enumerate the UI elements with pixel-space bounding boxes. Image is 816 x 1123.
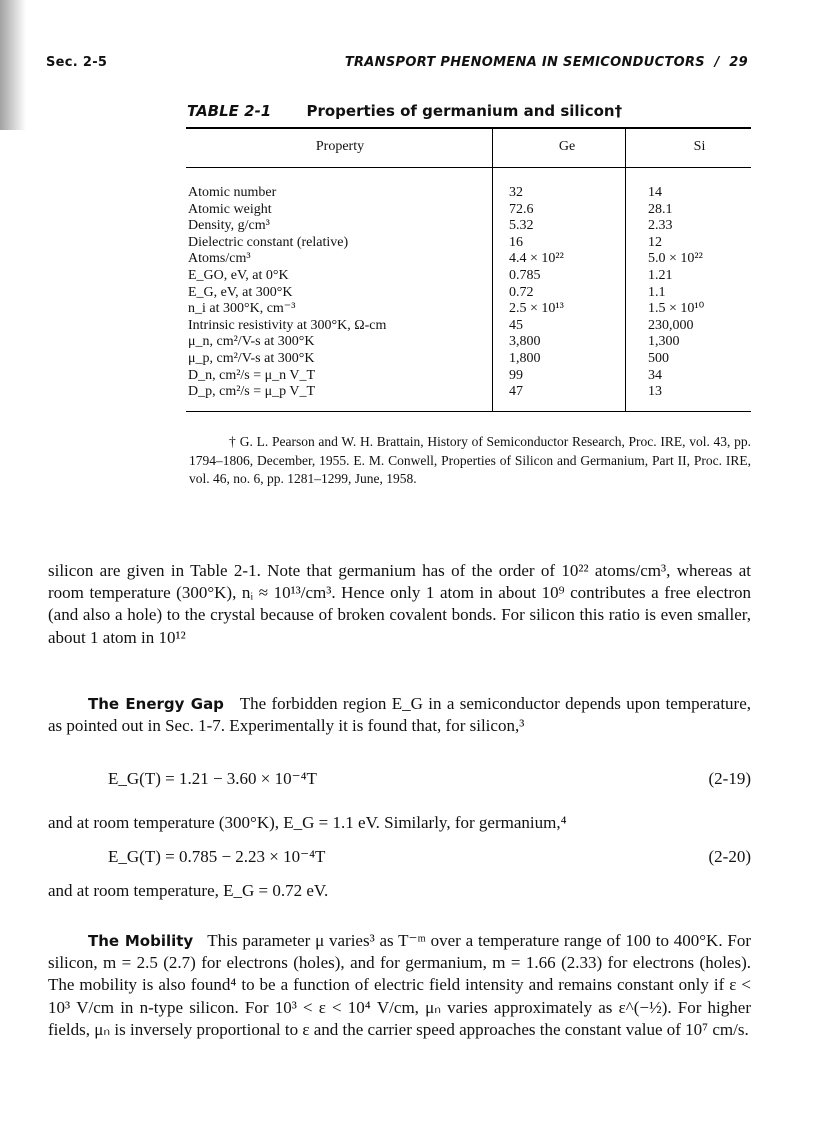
paragraph: and at room temperature, E_G = 0.72 eV. [48,881,329,900]
ge-value-cell: 5.32 [493,218,626,235]
property-cell: D_n, cm²/s = μ_n V_T [186,368,493,385]
ge-value-cell: 0.72 [493,285,626,302]
running-title-text: TRANSPORT PHENOMENA IN SEMICONDUCTORS [344,55,705,70]
table-row [186,268,751,285]
si-value-cell: 230,000 [648,317,694,333]
column-header: Property [186,128,493,168]
property-cell: Atomic weight [186,202,493,219]
ge-value-cell: 0.785 [493,268,626,285]
property-cell: Atomic number [186,168,493,202]
column-header: Ge [493,128,626,168]
section-label: Sec. 2-5 [46,55,108,70]
property-cell: E_GO, eV, at 0°K [186,268,493,285]
table-row [186,218,751,235]
equation-number: (2-20) [708,847,751,866]
paragraph: silicon are given in Table 2-1. Note that germanium has of the order of 10²² atoms/cm³, whereas at room temperature (300°K), nᵢ ≈ 10¹³/cm³. Hence only 1 atom in about 10⁹ contributes a free electron (and also a hole) to the crystal because of broken covalent bonds. For silicon this ratio is even smaller, about 1 atom in 10¹² [48,561,751,647]
ge-value-cell: 3,800 [493,334,626,351]
si-value-cell: 5.0 × 10²² [648,251,703,267]
table-header-row [186,128,751,168]
si-value-cell: 14 [648,185,662,200]
paragraph: and at room temperature (300°K), E_G = 1.1 eV. Similarly, for germanium,⁴ [48,813,567,832]
property-cell: μ_p, cm²/V-s at 300°K [186,351,493,368]
properties-table [186,127,751,412]
ge-value-cell: 2.5 × 10¹³ [493,301,626,318]
table-row [186,202,751,219]
table-row [186,384,751,411]
si-value-cell: 500 [648,350,669,366]
si-value-cell: 2.33 [648,218,673,234]
table-row [186,368,751,385]
paragraph-energy-gap [48,693,751,737]
si-value-cell: 12 [648,234,662,250]
paragraph-mobility [48,930,751,1041]
si-value-cell: 1.21 [648,267,673,283]
ge-value-cell: 47 [493,384,626,411]
column-header: Si [626,128,752,168]
property-cell: D_p, cm²/s = μ_p V_T [186,384,493,411]
table-number: TABLE 2-1 [187,102,272,120]
equation-number: (2-19) [708,769,751,788]
equation-expression: E_G(T) = 0.785 − 2.23 × 10⁻⁴T [108,847,326,866]
header-separator: / [714,55,720,70]
table-row [186,168,751,202]
table-row [186,251,751,268]
table-row [186,235,751,252]
si-value-cell: 13 [626,384,752,411]
property-cell: Atoms/cm³ [186,251,493,268]
table-row [186,334,751,351]
table-row [186,301,751,318]
property-cell: Dielectric constant (relative) [186,235,493,252]
si-value-cell: 28.1 [648,201,673,217]
ge-value-cell: 99 [493,368,626,385]
section-heading: The Mobility [88,932,194,950]
si-value-cell: 1,300 [648,334,680,350]
paragraph-text: This parameter μ varies³ as T⁻ᵐ over a temperature range of 100 to 400°K. For silicon, m = 2.5 (2.7) for electrons (holes), and for germanium, m = 1.66 (2.33) for electrons (holes). The mobility is also found⁴ to be a function of electric field intensity and remains constant only if ε < 10³ V/cm in n-type silicon. For 10³ < ε < 10⁴ V/cm, μₙ varies approximately as ε^(−½). For higher fields, μₙ is inversely proportional to ε and the carrier speed approaches the constant value of 10⁷ cm/s. [48,931,751,1039]
property-cell: Density, g/cm³ [186,218,493,235]
ge-value-cell: 45 [493,318,626,335]
si-value-cell: 1.1 [648,284,666,300]
table-row [186,318,751,335]
property-cell: μ_n, cm²/V-s at 300°K [186,334,493,351]
paragraph-text: The forbidden region E_G in a semiconductor depends upon temperature, as pointed out in Sec. 1-7. Experimentally it is found that, for silicon,³ [48,694,751,736]
ge-value-cell: 72.6 [493,202,626,219]
scan-edge-mark [0,0,26,130]
footnote-text: † G. L. Pearson and W. H. Brattain, History of Semiconductor Research, Proc. IRE, vol. 43, pp. 1794–1806, December, 1955. E. M. Conwell, Properties of Silicon and Germanium, Part II, Proc. IRE, vol. 46, no. 6, pp. 1281–1299, June, 1958. [189,434,751,486]
equation-expression: E_G(T) = 1.21 − 3.60 × 10⁻⁴T [108,769,317,788]
ge-value-cell: 4.4 × 10²² [493,251,626,268]
table-row [186,351,751,368]
property-cell: n_i at 300°K, cm⁻³ [186,301,493,318]
running-title [345,55,748,70]
property-cell: E_G, eV, at 300°K [186,285,493,302]
ge-value-cell: 1,800 [493,351,626,368]
ge-value-cell: 32 [493,168,626,202]
property-cell: Intrinsic resistivity at 300°K, Ω-cm [186,318,493,335]
table-caption [187,102,622,120]
table-footnote [189,433,751,489]
table-row [186,285,751,302]
si-value-cell: 34 [648,367,662,383]
table-title: Properties of germanium and silicon† [306,102,623,120]
page-number: 29 [729,55,748,70]
si-value-cell: 1.5 × 10¹⁰ [648,301,705,317]
section-heading: The Energy Gap [88,695,224,713]
ge-value-cell: 16 [493,235,626,252]
